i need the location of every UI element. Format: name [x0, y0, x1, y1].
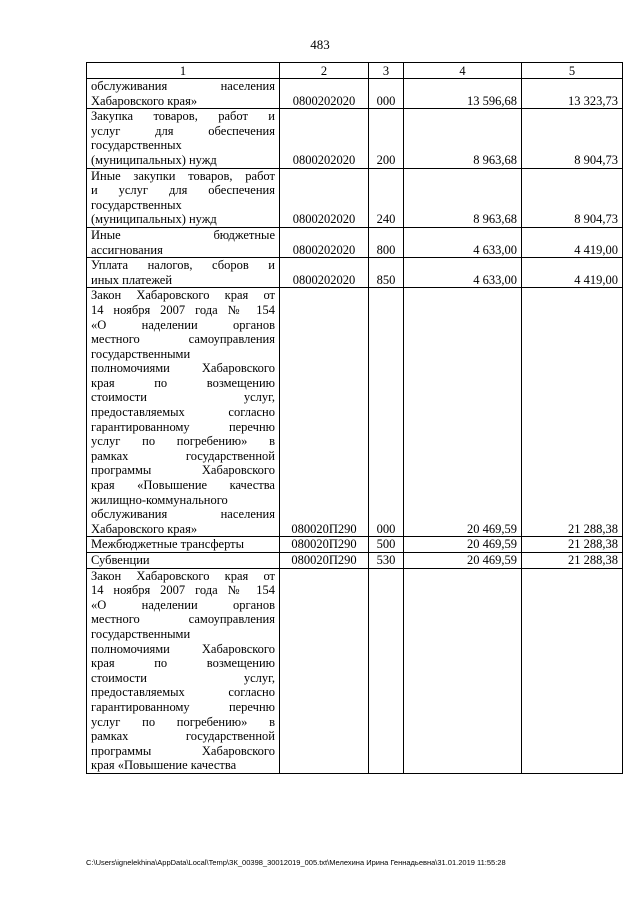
- row-type-cell: 200: [369, 109, 404, 168]
- row-name-line: рамках государственной: [91, 448, 275, 463]
- row-type-cell: 530: [369, 553, 404, 569]
- row-name-line: Хабаровского края»: [91, 93, 198, 108]
- row-type-cell: 850: [369, 258, 404, 288]
- row-name-line: «О наделении органов: [91, 317, 275, 332]
- row-value-2020-cell: [522, 568, 623, 773]
- row-name-cell: [87, 553, 280, 569]
- row-name-line: полномочиями Хабаровского: [91, 641, 275, 656]
- table-row: [87, 227, 623, 257]
- row-name-line: обслуживания населения: [91, 79, 275, 93]
- table-body: [87, 79, 623, 774]
- row-name-line: края «Повышение качества: [91, 758, 237, 773]
- row-name-cell: [87, 227, 280, 257]
- row-name-line: Закупка товаров, работ и: [91, 109, 275, 124]
- row-value-2019-cell: 13 596,68: [404, 79, 522, 109]
- row-name-line: Хабаровского края»: [91, 521, 198, 536]
- row-name-cell: [87, 537, 280, 553]
- row-value-2019-cell: 20 469,59: [404, 553, 522, 569]
- row-name-line: стоимости услуг,: [91, 390, 275, 405]
- row-value-2019-cell: [404, 568, 522, 773]
- budget-table: [86, 62, 623, 774]
- row-code-cell: 0800202020: [280, 258, 369, 288]
- row-name-line: предоставляемых согласно: [91, 405, 275, 420]
- column-header-1: 1: [87, 63, 280, 79]
- row-value-2020-cell: 8 904,73: [522, 109, 623, 168]
- row-name-line: обслуживания населения: [91, 507, 275, 522]
- row-value-2020-cell: 21 288,38: [522, 537, 623, 553]
- row-name-cell: [87, 568, 280, 773]
- row-name-line: стоимости услуг,: [91, 670, 275, 685]
- row-value-2019-cell: 20 469,59: [404, 537, 522, 553]
- row-code-cell: 0800202020: [280, 227, 369, 257]
- table-row: [87, 258, 623, 288]
- row-name-line: государственными: [91, 346, 191, 361]
- column-header-4: 4: [404, 63, 522, 79]
- row-name-line: гарантированному перечню: [91, 419, 275, 434]
- row-name-line: ассигнования: [91, 242, 163, 257]
- row-name-line: края по возмещению: [91, 375, 275, 390]
- row-name-line: программы Хабаровского: [91, 463, 275, 478]
- row-type-cell: [369, 568, 404, 773]
- row-value-2020-cell: 8 904,73: [522, 168, 623, 227]
- row-code-cell: [280, 568, 369, 773]
- row-value-2019-cell: 20 469,59: [404, 288, 522, 537]
- row-value-2020-cell: 21 288,38: [522, 553, 623, 569]
- row-name-line: (муниципальных) нужд: [91, 152, 217, 167]
- table-row: [87, 79, 623, 109]
- row-name-line: полномочиями Хабаровского: [91, 361, 275, 376]
- row-name-line: жилищно-коммунального: [91, 492, 228, 507]
- row-name-cell: [87, 109, 280, 168]
- row-name-line: услуг по погребению» в: [91, 434, 275, 449]
- row-name-line: местного самоуправления: [91, 332, 275, 347]
- row-type-cell: 000: [369, 288, 404, 537]
- row-name-line: местного самоуправления: [91, 612, 275, 627]
- row-code-cell: 080020П290: [280, 288, 369, 537]
- row-code-cell: 080020П290: [280, 537, 369, 553]
- row-name-line: Уплата налогов, сборов и: [91, 258, 275, 273]
- row-name-line: 14 ноября 2007 года № 154: [91, 302, 275, 317]
- row-name-cell: [87, 168, 280, 227]
- page-number: 483: [310, 37, 330, 52]
- row-name-line: государственных: [91, 138, 182, 153]
- row-value-2020-cell: 21 288,38: [522, 288, 623, 537]
- row-name-cell: [87, 258, 280, 288]
- row-code-cell: 0800202020: [280, 109, 369, 168]
- row-name-line: предоставляемых согласно: [91, 685, 275, 700]
- table-row: [87, 537, 623, 553]
- row-value-2020-cell: 4 419,00: [522, 227, 623, 257]
- row-name-line: (муниципальных) нужд: [91, 212, 217, 227]
- row-type-cell: 500: [369, 537, 404, 553]
- row-name-line: рамках государственной: [91, 729, 275, 744]
- row-value-2020-cell: 4 419,00: [522, 258, 623, 288]
- row-name-line: Иные бюджетные: [91, 227, 275, 242]
- table-row: [87, 553, 623, 569]
- row-name-line: иных платежей: [91, 272, 173, 287]
- row-name-line: «О наделении органов: [91, 597, 275, 612]
- row-name-line: края по возмещению: [91, 656, 275, 671]
- row-name-line: Иные закупки товаров, работ: [91, 168, 275, 183]
- table-row: [87, 168, 623, 227]
- row-name-line: края «Повышение качества: [91, 478, 275, 493]
- file-path-footer: C:\Users\ignelekhina\AppData\Local\Temp\ЗК_00398_30012019_005.txt\Мелехина Ирина Геннадьевна\31.01.2019 11:55:28: [86, 858, 506, 867]
- row-code-cell: 0800202020: [280, 168, 369, 227]
- row-name-line: гарантированному перечню: [91, 699, 275, 714]
- column-header-2: 2: [280, 63, 369, 79]
- row-value-2020-cell: 13 323,73: [522, 79, 623, 109]
- row-name-line: Закон Хабаровского края от: [91, 288, 275, 303]
- row-name-line: государственных: [91, 197, 182, 212]
- row-type-cell: 800: [369, 227, 404, 257]
- row-type-cell: 000: [369, 79, 404, 109]
- column-header-3: 3: [369, 63, 404, 79]
- row-name-line: Закон Хабаровского края от: [91, 568, 275, 583]
- row-value-2019-cell: 8 963,68: [404, 109, 522, 168]
- table-row: [87, 109, 623, 168]
- table-row: [87, 568, 623, 773]
- row-name-line: Субвенции: [91, 553, 150, 567]
- row-name-line: и услуг для обеспечения: [91, 183, 275, 198]
- row-value-2019-cell: 8 963,68: [404, 168, 522, 227]
- row-code-cell: 080020П290: [280, 553, 369, 569]
- table-row: [87, 288, 623, 537]
- row-name-line: 14 ноября 2007 года № 154: [91, 583, 275, 598]
- row-code-cell: 0800202020: [280, 79, 369, 109]
- row-name-cell: [87, 79, 280, 109]
- row-name-cell: [87, 288, 280, 537]
- table-header-row: [87, 63, 623, 79]
- row-name-line: Межбюджетные трансферты: [91, 537, 245, 552]
- row-type-cell: 240: [369, 168, 404, 227]
- row-value-2019-cell: 4 633,00: [404, 258, 522, 288]
- row-name-line: государственными: [91, 626, 191, 641]
- row-name-line: услуг для обеспечения: [91, 123, 275, 138]
- row-name-line: услуг по погребению» в: [91, 714, 275, 729]
- row-value-2019-cell: 4 633,00: [404, 227, 522, 257]
- column-header-5: 5: [522, 63, 623, 79]
- row-name-line: программы Хабаровского: [91, 743, 275, 758]
